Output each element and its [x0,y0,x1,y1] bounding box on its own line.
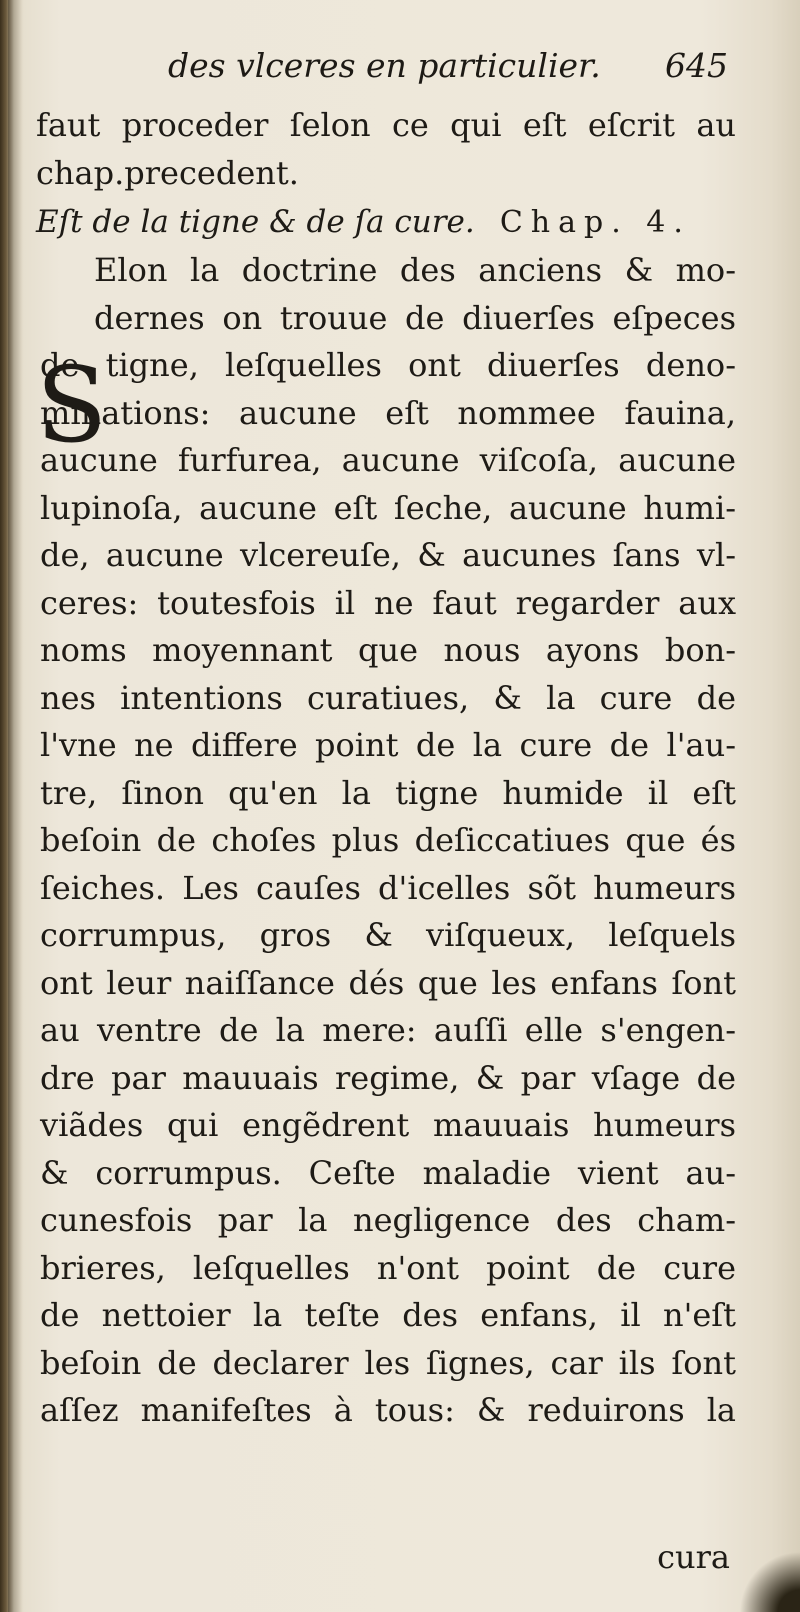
corner-stain [730,1542,800,1612]
running-title: des vlceres en particulier. [168,46,601,85]
text-line: viãdes qui engẽdrent mauuais humeurs [40,1106,736,1144]
text-line: dernes on trouue de diuerſes eſpeces [94,298,736,337]
text-line: ſeiches. Les cauſes d'icelles sõt humeurs [40,868,736,907]
text-line: faut proceder ſelon ce qui eſt eſcrit au [36,106,736,144]
text-line: minations: aucune eſt nommee fauina, [40,393,736,432]
chapter-heading [36,197,736,247]
book-spine-shadow [8,0,22,1612]
page-number: 645 [665,46,728,85]
text-line: aſſez manifeſtes à tous: & reduirons la [40,1391,736,1429]
text-line: brieres, leſquelles n'ont point de cure [40,1248,736,1287]
text-line: l'vne ne differe point de la cure de l'au- [40,726,736,764]
chapter-number: Chap. 4. [499,205,691,240]
text-line: au ventre de la mere: auſſi elle s'engen- [40,1011,736,1049]
drop-cap: S [36,344,108,466]
text-line: lupinoſa, aucune eſt ſeche, aucune humi- [40,488,736,527]
text-line: ceres: toutesfois il ne faut regarder aux [40,583,736,622]
text-line: Elon la doctrine des anciens & mo- [94,251,736,289]
text-line: de tigne, leſquelles ont diuerſes deno- [40,346,736,384]
text-line: ont leur naiſſance dés que les enfans ſont [40,963,736,1002]
catchword: cura [657,1538,730,1576]
text-line: beſoin de choſes plus deſiccatiues que és [40,821,736,859]
text-line: nes intentions curatiues, & la cure de [40,678,736,717]
text-line: dre par mauuais regime, & par vſage de [40,1058,736,1097]
text-line: de nettoier la teſte des enfans, il n'eſt [40,1296,736,1334]
text-block [36,102,736,1435]
text-line: & corrumpus. Ceſte maladie vient au- [40,1153,736,1192]
text-line: beſoin de declarer les ſignes, car ils ſont [40,1343,736,1382]
text-line: aucune furfurea, aucune viſcoſa, aucune [40,441,736,479]
text-line: tre, ſinon qu'en la tigne humide il eſt [40,773,736,812]
text-line: cunesfois par la negligence des cham- [40,1201,736,1239]
text-line: chap.precedent. [36,153,299,192]
page-header [168,46,728,102]
chapter-title: Eſt de la tigne & de ſa cure. [36,204,475,240]
text-line: de, aucune vlcereuſe, & aucunes ſans vl- [40,536,736,574]
text-line: noms moyennant que nous ayons bon- [40,631,736,669]
text-line: corrumpus, gros & viſqueux, leſquels [40,916,736,954]
